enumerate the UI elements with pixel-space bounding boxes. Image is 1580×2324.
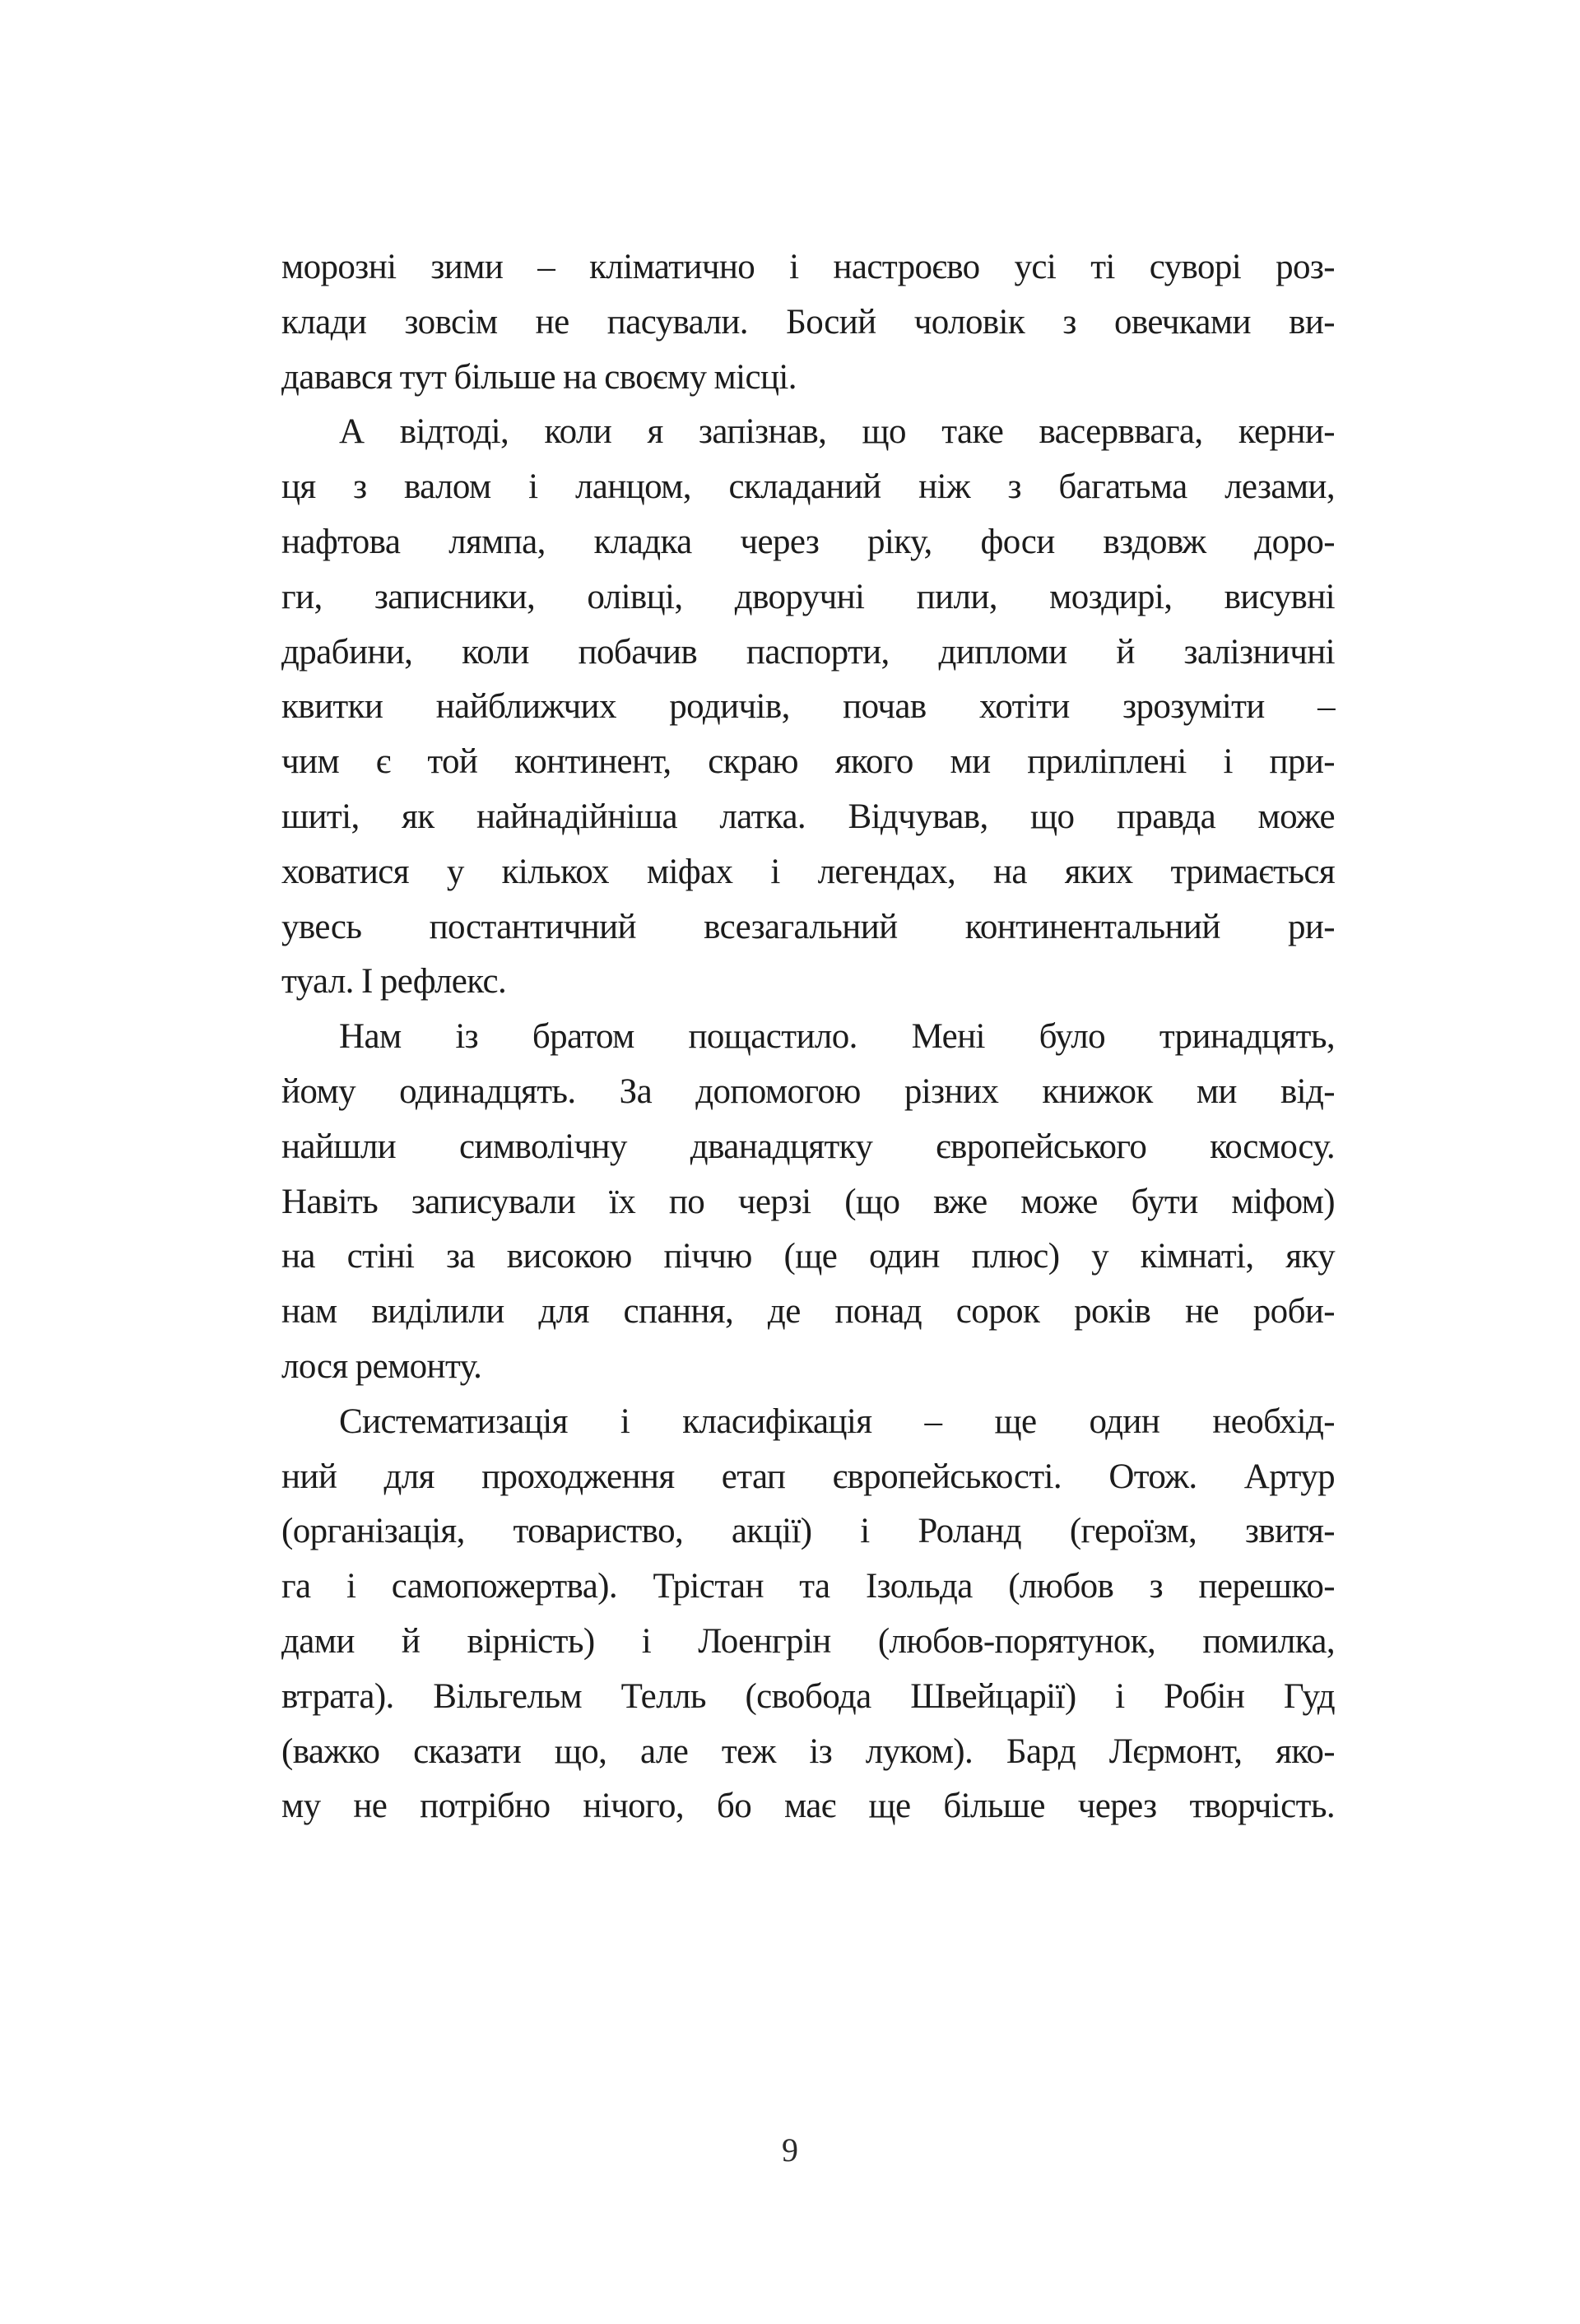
text-line: (важко сказати що, але теж із луком). Бард Лєрмонт, яко- xyxy=(281,1731,1335,1771)
paragraph xyxy=(281,240,1335,405)
body-text xyxy=(281,240,1335,1834)
text-line: А відтоді, коли я запізнав, що таке васерввага, керни- xyxy=(339,412,1335,452)
text-line: найшли символічну дванадцятку європейського космосу. xyxy=(281,1127,1335,1166)
paragraph xyxy=(281,1395,1335,1834)
text-line: драбини, коли побачив паспорти, дипломи й залізничні xyxy=(281,632,1335,672)
text-line: дами й вірність) і Лоенгрін (любов-порятунок, помилка, xyxy=(281,1621,1335,1661)
text-line: Систематизація і класифікація – ще один необхід- xyxy=(339,1401,1335,1441)
text-line: (організація, товариство, акції) і Роланд (героїзм, звитя- xyxy=(281,1512,1335,1551)
text-line: шиті, як найнадійніша латка. Відчував, що правда може xyxy=(281,797,1335,836)
text-line: Нам із братом пощастило. Мені було тринадцять, xyxy=(339,1017,1335,1057)
text-line: ховатися у кількох міфах і легендах, на яких тримається xyxy=(281,852,1335,891)
text-line: увесь постантичний всезагальний континентальний ри- xyxy=(281,907,1335,946)
text-line: клади зовсім не пасували. Босий чоловік з овечками ви- xyxy=(281,302,1335,342)
text-line: ця з валом і ланцом, складаний ніж з багатьма лезами, xyxy=(281,467,1335,507)
text-line: ний для проходження етап європейськості. Отож. Артур xyxy=(281,1457,1335,1496)
text-line: нам виділили для спання, де понад сорок років не роби- xyxy=(281,1292,1335,1332)
text-line: чим є той континент, скраю якого ми приліплені і при- xyxy=(281,742,1335,782)
text-line: лося ремонту. xyxy=(281,1346,482,1386)
text-line: морозні зими – кліматично і настроєво усі ті суворі роз- xyxy=(281,248,1335,286)
paragraph xyxy=(281,1010,1335,1395)
text-line: ги, записники, олівці, дворучні пили, моздирі, висувні xyxy=(281,577,1335,616)
text-line: туал. І рефлекс. xyxy=(281,962,507,1002)
page-number: 9 xyxy=(782,2131,798,2168)
text-line: му не потрібно нічого, бо має ще більше через творчість. xyxy=(281,1787,1335,1826)
text-line: йому одинадцять. За допомогою різних книжок ми від- xyxy=(281,1071,1335,1111)
text-line: Навіть записували їх по черзі (що вже може бути міфом) xyxy=(281,1182,1335,1221)
text-line: на стіні за високою піччю (ще один плюс) у кімнаті, яку xyxy=(281,1237,1335,1276)
text-line: втрата). Вільгельм Телль (свобода Швейцарії) і Робін Гуд xyxy=(281,1676,1335,1716)
text-line: нафтова лямпа, кладка через ріку, фоси вздовж доро- xyxy=(281,522,1335,561)
text-line: давався тут більше на своєму місці. xyxy=(281,357,797,397)
text-line: га і самопожертва). Трістан та Ізольда (любов з перешко- xyxy=(281,1567,1335,1606)
text-line: квитки найближчих родичів, почав хотіти зрозуміти – xyxy=(281,687,1335,727)
paragraph xyxy=(281,405,1335,1010)
